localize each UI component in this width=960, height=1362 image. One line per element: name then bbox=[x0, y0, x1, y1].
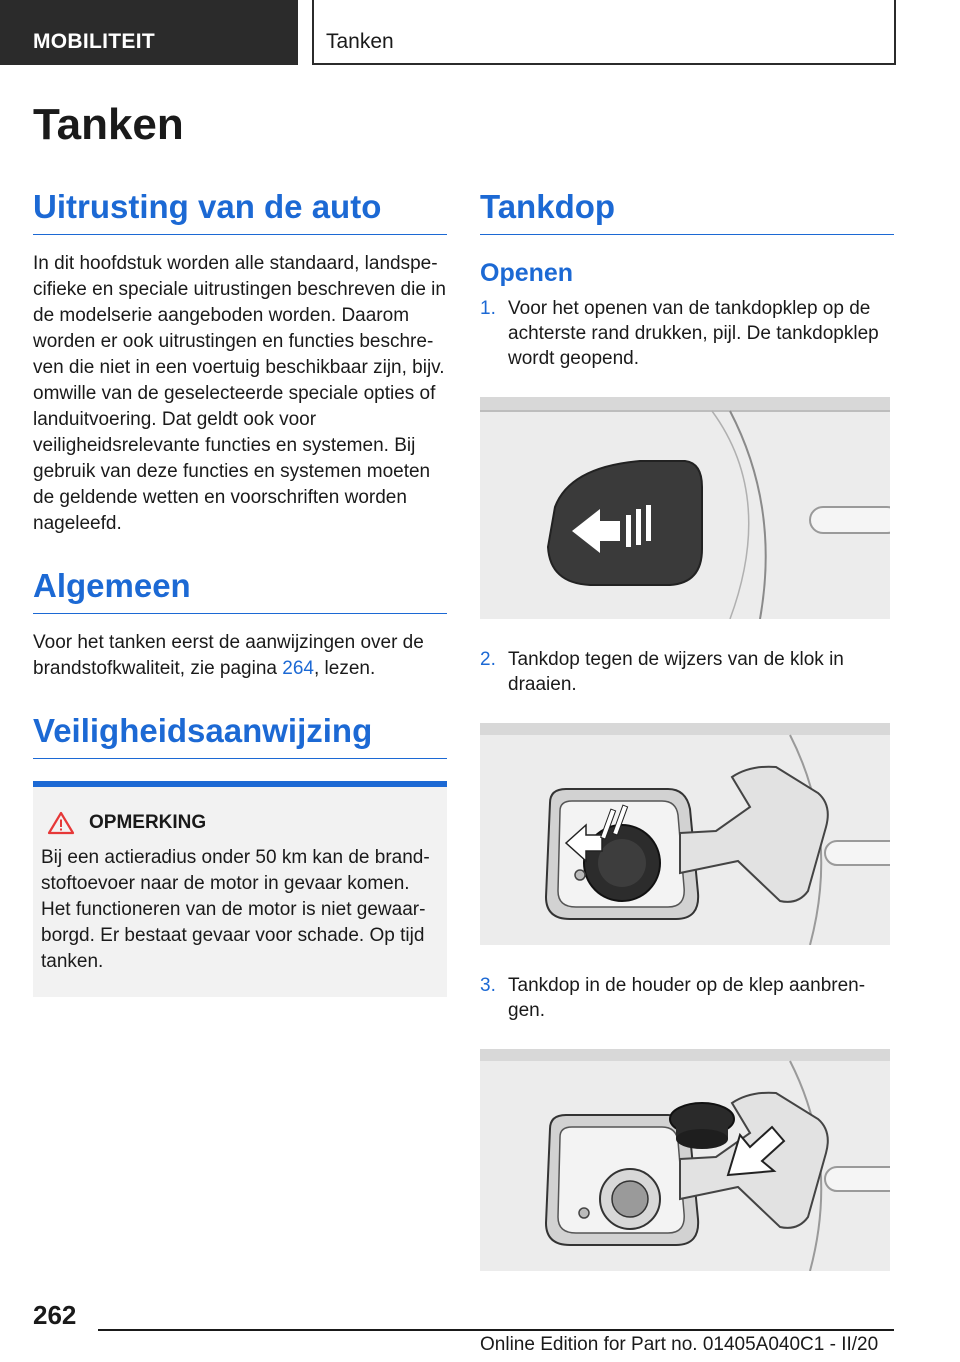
fuel-cap-holder-illustration bbox=[480, 1049, 890, 1271]
list-item bbox=[480, 973, 894, 1271]
footer-edition-text: Online Edition for Part no. 01405A040C1 - II/20 bbox=[480, 1334, 879, 1355]
left-column bbox=[33, 188, 447, 997]
step-number: 2. bbox=[480, 649, 496, 670]
list-item bbox=[480, 647, 894, 945]
notice-text: Bij een actieradius onder 50 km kan de brandstoftoevoer naar de motor in gevaar komen. Het functioneren van de motor is niet gewaarborgd. Er bestaat gevaar voor schade. Op tijd tanken. bbox=[41, 847, 430, 972]
notice-label: OPMERKING bbox=[89, 812, 207, 833]
heading-fuel-cap: Tankdop bbox=[480, 188, 894, 235]
step-text: Voor het openen van de tankdopklep op de achterste rand drukken, pijl. De tankdopklep wordt geopend. bbox=[508, 298, 879, 369]
equipment-paragraph: In dit hoofdstuk worden alle standaard, landspecifieke en speciale uitrustingen beschreven die in de modelserie aangeboden worden. Daarom worden er ook uitrustingen en functies beschreven die niet in een voertuig beschikbaar zijn, bijv. omwille van de geselecteerde speciale opties of landuitvoering. Dat geldt ook voor veiligheidsrelevante functies en systemen. Bij gebruik van deze functies en systemen moeten de geldende wetten en voorschriften worden nageleefd. bbox=[33, 253, 446, 534]
step-number: 1. bbox=[480, 298, 496, 319]
warning-triangle-icon bbox=[47, 811, 75, 835]
general-text-after: , lezen. bbox=[313, 658, 376, 679]
step-text: Tankdop in de houder op de klep aanbrengen. bbox=[508, 975, 866, 1021]
subheading-open: Openen bbox=[480, 259, 574, 287]
right-column bbox=[480, 188, 894, 1299]
step-number: 3. bbox=[480, 975, 496, 996]
page-title: Tanken bbox=[33, 100, 184, 149]
steps-list bbox=[480, 296, 894, 1271]
heading-equipment: Uitrusting van de auto bbox=[33, 188, 447, 235]
header-chapter-title: Tanken bbox=[312, 0, 896, 65]
notice-header bbox=[41, 811, 439, 835]
heading-safety: Veiligheidsaanwijzing bbox=[33, 712, 447, 759]
heading-general: Algemeen bbox=[33, 567, 447, 614]
step-text: Tankdop tegen de wijzers van de klok in draaien. bbox=[508, 649, 844, 695]
header-section-label: MOBILITEIT bbox=[0, 0, 298, 65]
page-number: 262 bbox=[33, 1300, 77, 1330]
fuel-flap-closed-illustration bbox=[480, 397, 890, 619]
fuel-cap-turn-illustration bbox=[480, 723, 890, 945]
general-text-before: Voor het tanken eerst de aanwijzingen over de brandstofkwaliteit, zie pagina bbox=[33, 632, 424, 679]
general-paragraph bbox=[33, 630, 447, 682]
notice-box bbox=[33, 781, 447, 997]
footer-divider bbox=[98, 1329, 894, 1331]
page-reference-link[interactable]: 264 bbox=[282, 658, 314, 679]
list-item bbox=[480, 296, 894, 619]
